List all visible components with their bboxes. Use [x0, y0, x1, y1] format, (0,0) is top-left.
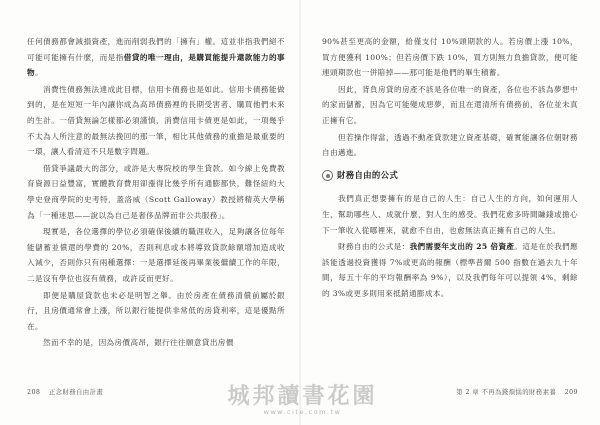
circle-bullet-icon: [322, 170, 333, 181]
right-page-body: [322, 34, 578, 303]
section-heading: [322, 168, 578, 184]
paragraph-text: 我們真正想要擁有的是自己的人生：自己人生的方向，如何運用人生，幫助哪些人、成就什麼，對人生的感受。我們花愈多時間賺錢或擔心下一筆收入從哪裡來，就愈不自由，也愈無法真正擁有自己的人生。: [322, 194, 578, 235]
paragraph-text: 然而不幸的是，因為房價高昂，銀行往往願意貸出房價: [43, 338, 234, 348]
paragraph: [27, 161, 285, 223]
chapter-label: 第 2 章: [456, 388, 480, 396]
paragraph-text: 消費性債務無法達成此目標，信用卡債務也是如此。信用卡債務能做到的，是在短短一年內讓你成為高昂債務裡的長期受害者、購買他們未來的生計。一借貸無論怎樣都必須謹慎，消費信用卡債更是如此，一項幾乎不太為人所注意的最無法挽回的那一筆，相比其他債務的重擔是最重要的一環，讓人看清這不只是數字問題。: [27, 84, 285, 157]
paragraph-text: 因此，背負房貸的房產不該是各位唯一的資產，各位也不該為夢想中的家而儲蓄，因為它可能變成惡夢，而且在還清所有債務前，各位並未真正擁有它。: [322, 84, 578, 125]
watermark-url: www.cite.com.tw: [263, 408, 342, 416]
bold-text: 借貸的唯一理由，是購買能提升還款能力的事物: [27, 52, 285, 78]
paragraph: [27, 335, 285, 351]
paragraph: [27, 34, 285, 81]
chapter-title: 不再為錢煩惱的財務素養: [481, 388, 557, 396]
left-page-body: [27, 34, 285, 352]
paragraph-text: 90%甚至更高的金額，給僅支付 10%頭期款的人。若房價上漲 10%，買方便獲利 100%；但若房價下跌 10%，買方則無力負擔貸款，便可能連頭期款也一併賠掉——那可能是他們的畢生積蓄。: [322, 37, 578, 78]
paragraph: [322, 82, 578, 129]
right-page-number: 209: [564, 388, 578, 396]
paragraph: [322, 130, 578, 161]
paragraph: [322, 34, 578, 81]
right-paragraphs-after: [322, 191, 578, 301]
paragraph-text: 但若操作得當，透過不動產貸款建立資產基礎，確實能讓各位朝財務自由邁進。: [322, 132, 578, 158]
right-page: [300, 0, 600, 425]
left-page-footer: [27, 387, 103, 396]
paragraph: [27, 82, 285, 160]
paragraph-text: 即便是購屋貸款也未必是明智之舉。由於房產在債務清償前屬於銀行，且房價通常會上漲，所以銀行能提供非常低的房貸利率，這是優點所在。: [27, 290, 285, 331]
paragraph-text: 財務自由的公式是：: [338, 242, 410, 252]
left-page-number: 208: [27, 388, 41, 396]
section-heading-text: 財務自由的公式: [337, 169, 399, 180]
paragraph: [27, 224, 285, 286]
watermark: [215, 384, 390, 416]
watermark-title: 城邦讀書花園: [227, 383, 378, 409]
paragraph-text: 借貸爭議最大的部分，或許是大專院校的學生貸款。如今線上免費教育資源日益豐富，實體教育費用卻漲得比幾乎所有通膨都快，難怪紐約大學史登商學院的史考特．蓋洛威（Scott Galloway）教授將精英大學稱為「一種迷思——說以為自己是奢侈品牌而非公共服務」。: [27, 163, 285, 220]
right-paragraphs-before: [322, 34, 578, 161]
paragraph-text: 。這是在於我們應該能透過投資獲得 7%或更高的報酬（標準普爾 500 指數在過去九十年間，每五十年的平均報酬率為 9%），以及我們每年可以提領 4%，剩餘的 3%或更多則用來抵銷通膨成本。: [322, 242, 578, 298]
paragraph: [27, 288, 285, 335]
left-book-title: 正念財務自由計畫: [48, 388, 104, 396]
right-page-footer: [456, 387, 578, 396]
paragraph-text: 任何債務都會減損資產，進而削弱我們的「擁有」權。這並非指我們絕不可能可能擁有什麼，而是指: [27, 37, 285, 62]
paragraph-text: 現實是，各位選擇的學位必須確保後續的職涯收入，足夠讓各位每年能儲蓄並償還的學費的 20%，否則利息或本將導致貸款餘額增加造成收入減少，否則你只有兩種選擇：一是選擇延後再畢業後繼續工作的年限，二是沒有學位也沒有債務，或許反而更好。: [27, 227, 285, 283]
bold-text: 我們需要年支出的 25 倍資產: [409, 242, 515, 252]
paragraph: [322, 239, 578, 301]
paragraph: [322, 191, 578, 238]
paragraph-text: 。: [34, 68, 43, 78]
